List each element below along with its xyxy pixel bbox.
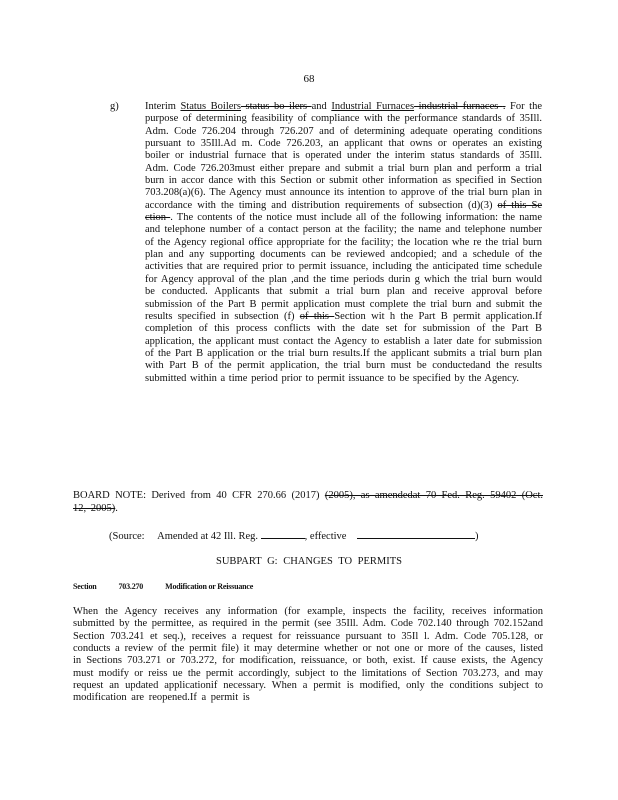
section-number: 703.270 xyxy=(118,582,144,591)
source-amended: Amended at 42 Ill. Reg. xyxy=(157,531,259,542)
source-close: ) xyxy=(474,531,479,542)
subsection-label: g) xyxy=(110,101,119,112)
page-number: 68 xyxy=(303,73,315,85)
heading-inserted-status-boilers: Status Boilers xyxy=(180,101,241,112)
source-open: (Source: xyxy=(109,531,145,542)
board-note xyxy=(73,489,543,515)
heading-inserted-industrial-furnaces: Industrial Furnaces xyxy=(331,101,415,112)
board-note-end: . xyxy=(115,503,118,514)
section-title: Modification or Reissuance xyxy=(165,582,254,591)
heading-period: . xyxy=(502,101,506,112)
section-body-paragraph: When the Agency receives any information (for example, inspects the facility, receives information submitted by the permittee, as required in the permit (see 35Ill. Adm. Code 702.140 through 702.152and Section 703.241 et seq.), receives a request for reissuance pursuant to 35Il l. Adm. Code 705.128, or conducts a review of the permit file) it may determine whether or not one or more of the causes, listed in Sections 703.271 or 703.272, for modification, reissuance, or both, exist. If cause exists, the Agency must modify or reiss ue the permit accordingly, subject to the limitations of Section 703.273, and may request an updated applicationif necessary. When a permit is modified, only the conditions subject to modification are reopened.If a permit is xyxy=(73,606,543,704)
subsection-g-text-a: For the purpose of determining feasibility of compliance with the performance standards of 35Ill. Adm. Code 726.204 through 726.207 and of determining adequate operating conditions pursuant to 35Ill.Ad m. Code 726.203, an applicant that owns or operates an existing boiler or industrial furnace that is operated under the interim status standards of 35Ill. Adm. Code 726.203must either prepare and submit a trial burn plan and perform a trial burn in accor dance with this Section or submit other information as specified in Section 703.208(a)(6). The Agency must announce its intention to approve of the trial burn plan in accordance with the timing and distribution requirements of subsection (d)(3) xyxy=(145,101,542,211)
board-note-deleted-citation: (2005), as amendedat 70 Fed. Reg. 59402 (Oct. 12, 2005) xyxy=(73,490,543,514)
section-word: Section xyxy=(73,582,97,591)
effective-date-blank xyxy=(357,528,475,539)
subsection-g-text-c: Section wit h the Part B permit application.If completion of this process conflicts with the date set for submission of the Part B application, the applicant must contact the Agency to establish a later date for submission of the Part B application or the trial burn results.If the applicant submits a trial burn plan with Part B of the permit application, the trial burn must be conductedand the results submitted within a time period prior to permit issuance to be specified by the Agency. xyxy=(145,310,542,384)
heading-deleted-status-boilers: status bo ilers xyxy=(241,101,312,112)
heading-deleted-industrial-furnaces: industrial furnaces xyxy=(414,101,503,112)
subsection-g-text-b: . The contents of the notice must include all of the following information: the name and telephone number of a contact person at the facility; the name and telephone number of the Agency regional office appropriate for the facility; the location whe re the trial burn plan and any supporting documents can be reviewed andcopied; and a schedule of the activities that are required prior to permit issuance, including the anticipated time schedule for Agency approval of the plan ,and the time periods durin g which the trial burn would be conducted. Applicants that submit a trial burn plan and receive approval before submission of the Part B permit application must complete the trial burn and submit the results specified in subsection (f) xyxy=(145,212,543,322)
heading-text-and: and xyxy=(311,101,332,112)
heading-text: Interim xyxy=(145,101,181,112)
board-note-text: BOARD NOTE: Derived from 40 CFR 270.66 (2017) xyxy=(73,490,325,501)
section-heading xyxy=(73,582,275,591)
subsection-g-paragraph xyxy=(145,101,542,385)
deleted-of-this-section: of this Se ction xyxy=(145,199,543,224)
subpart-heading: SUBPART G: CHANGES TO PERMITS xyxy=(215,556,403,567)
source-line xyxy=(109,528,478,542)
deleted-of-this: of this xyxy=(299,310,335,322)
source-effective: , effective xyxy=(304,531,347,542)
register-blank xyxy=(261,528,305,539)
